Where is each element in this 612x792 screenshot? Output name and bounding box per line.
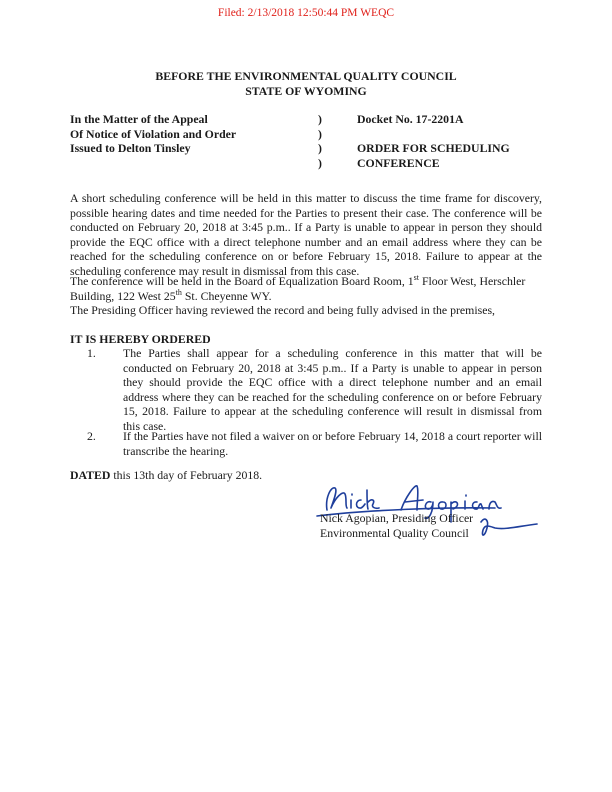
caption-parens [318,112,332,170]
council-title: BEFORE THE ENVIRONMENTAL QUALITY COUNCIL [155,69,457,83]
caption-paren: ) [318,112,322,126]
council-heading [0,69,612,98]
ordinal-suffix: th [175,287,182,297]
caption-paren: ) [318,155,322,170]
caption-line-2: Of Notice of Violation and Order [70,126,237,141]
order-item-text: The Parties shall appear for a scheduling conference in this matter that will be conducted on February 20, 2018 at 3:45 p.m.. If a Party is unable to appear in person they should provide the EQC office with a direct telephone number and an email address where they can be reached for the scheduling conference on or before February 15, 2018. Failure to appear at the scheduling conference will result in dismissal from this case. [123,346,542,433]
presiding-paragraph: The Presiding Officer having reviewed the record and being fully advised in the premises, [70,303,495,317]
ordered-heading: IT IS HEREBY ORDERED [70,332,211,346]
signer-name: Nick Agopian, Presiding Officer [320,511,474,525]
caption-paren: ) [318,126,322,141]
signature-block [320,511,473,540]
location-text-1: The conference will be held in the Board of Equalization Board Room, 1 [70,274,414,288]
order-item-number: 1. [87,346,96,360]
state-title: STATE OF WYOMING [245,83,367,98]
location-text-2: Floor West, Herschler Building, 122 West 25 [70,274,526,303]
location-paragraph [70,274,542,303]
case-caption [70,112,320,156]
docket-number: Docket No. 17-2201A [357,112,464,126]
order-item-text: If the Parties have not filed a waiver on or before February 14, 2018 a court reporter will transcribe the hearing. [123,429,542,458]
caption-paren: ) [318,141,322,156]
dated-line [70,468,262,483]
dated-label: DATED [70,468,111,482]
ordinal-suffix: st [413,273,419,283]
signer-organization: Environmental Quality Council [320,525,469,540]
caption-line-3: Issued to Delton Tinsley [70,141,191,156]
order-title: ORDER FOR SCHEDULING CONFERENCE [357,141,510,170]
filed-stamp: Filed: 2/13/2018 12:50:44 PM WEQC [217,7,395,19]
intro-paragraph: A short scheduling conference will be held in this matter to discuss the time frame for discovery, possible hearing dates and time needed for the Parties to present their case. The conference will be conducted on February 20, 2018 at 3:45 p.m.. If a Party is unable to appear in person they should provide the EQC office with a direct telephone number and an email address where they can be reached for the scheduling conference on or before February 15, 2018. Failure to appear at the scheduling conference may result in dismissal from this case. [70,191,542,278]
caption-line-1: In the Matter of the Appeal [70,112,208,126]
order-item-number: 2. [87,429,96,443]
order-item [70,429,542,461]
order-item [70,346,542,434]
location-text-3: St. Cheyenne WY. [181,288,272,303]
dated-text: this 13th day of February 2018. [110,468,263,482]
